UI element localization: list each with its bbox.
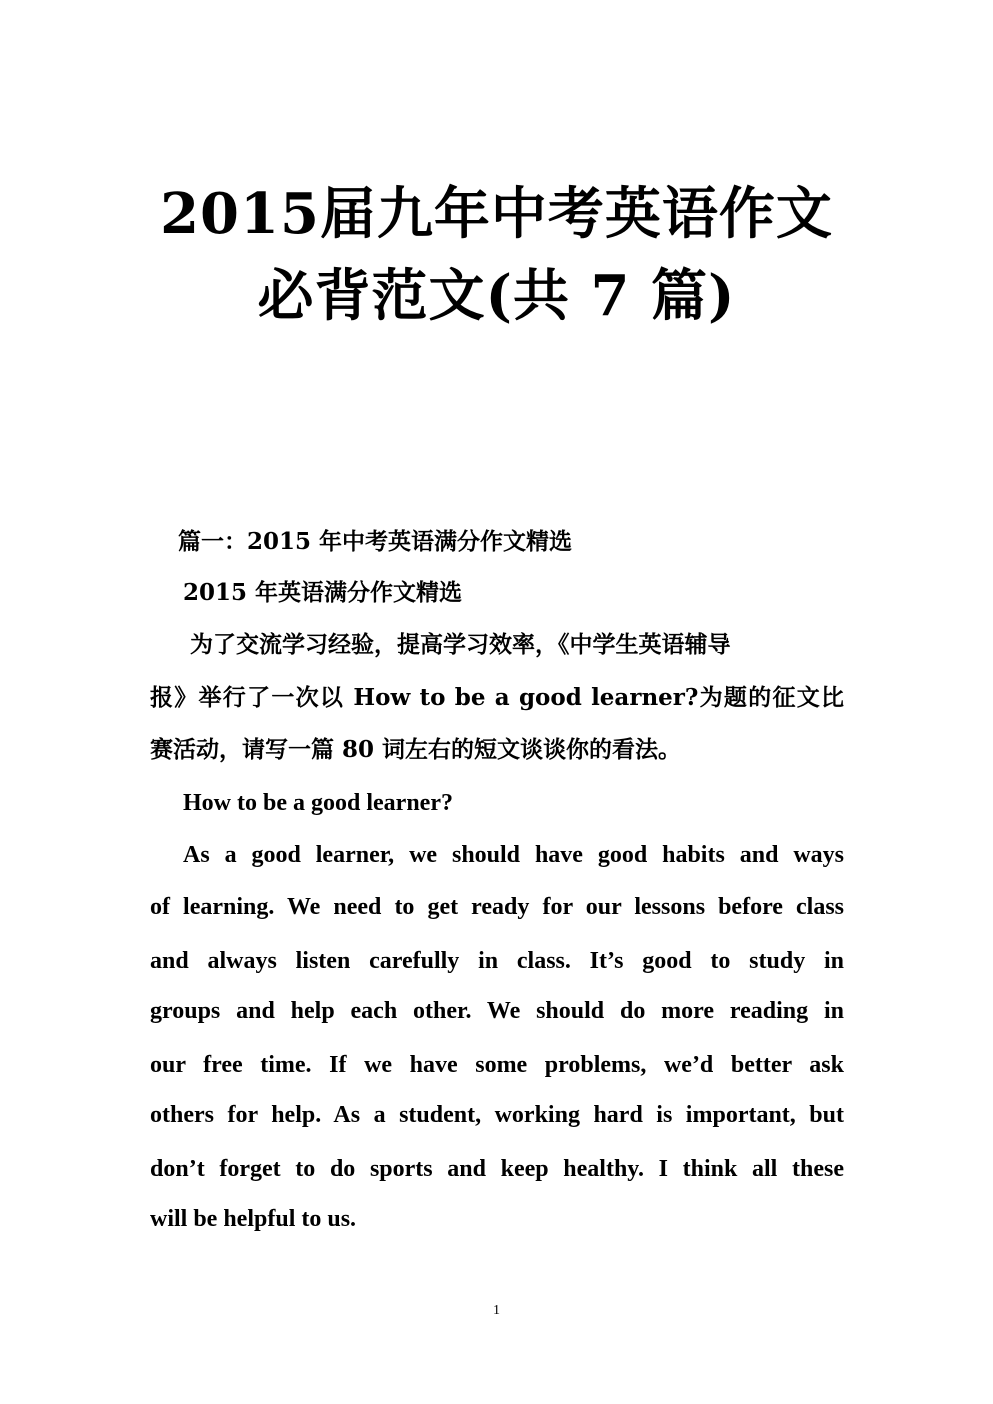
essay-line: groups and help each other. We should do more reading in [150, 998, 844, 1024]
prompt-line: 报》举行了一次以 How to be a good learner?为题的征文比 [150, 684, 844, 711]
essay-line: don’t forget to do sports and keep healthy. I think all these [150, 1156, 844, 1182]
section-heading: 篇一：2015 年中考英语满分作文精选 [178, 528, 573, 555]
essay-title: How to be a good learner? [183, 790, 453, 816]
prompt-line: 赛活动，请写一篇 80 词左右的短文谈谈你的看法。 [150, 736, 682, 763]
essay-line: our free time. If we have some problems, we’d better ask [150, 1052, 844, 1078]
essay-line: As a good learner, we should have good habits and ways [183, 842, 844, 868]
section-subheading: 2015 年英语满分作文精选 [183, 579, 463, 606]
essay-line: will be helpful to us. [150, 1206, 357, 1232]
essay-line: of learning. We need to get ready for our lessons before class [150, 894, 844, 920]
prompt-line: 为了交流学习经验，提高学习效率，《中学生英语辅导 [190, 631, 731, 658]
page-number: 1 [493, 1303, 500, 1318]
essay-line: and always listen carefully in class. It’s good to study in [150, 948, 844, 974]
document-title-line-1: 2015届九年中考英语作文 [160, 181, 833, 247]
essay-line: others for help. As a student, working hard is important, but [150, 1102, 844, 1128]
document-title-line-2: 必背范文(共 7 篇) [257, 263, 736, 329]
